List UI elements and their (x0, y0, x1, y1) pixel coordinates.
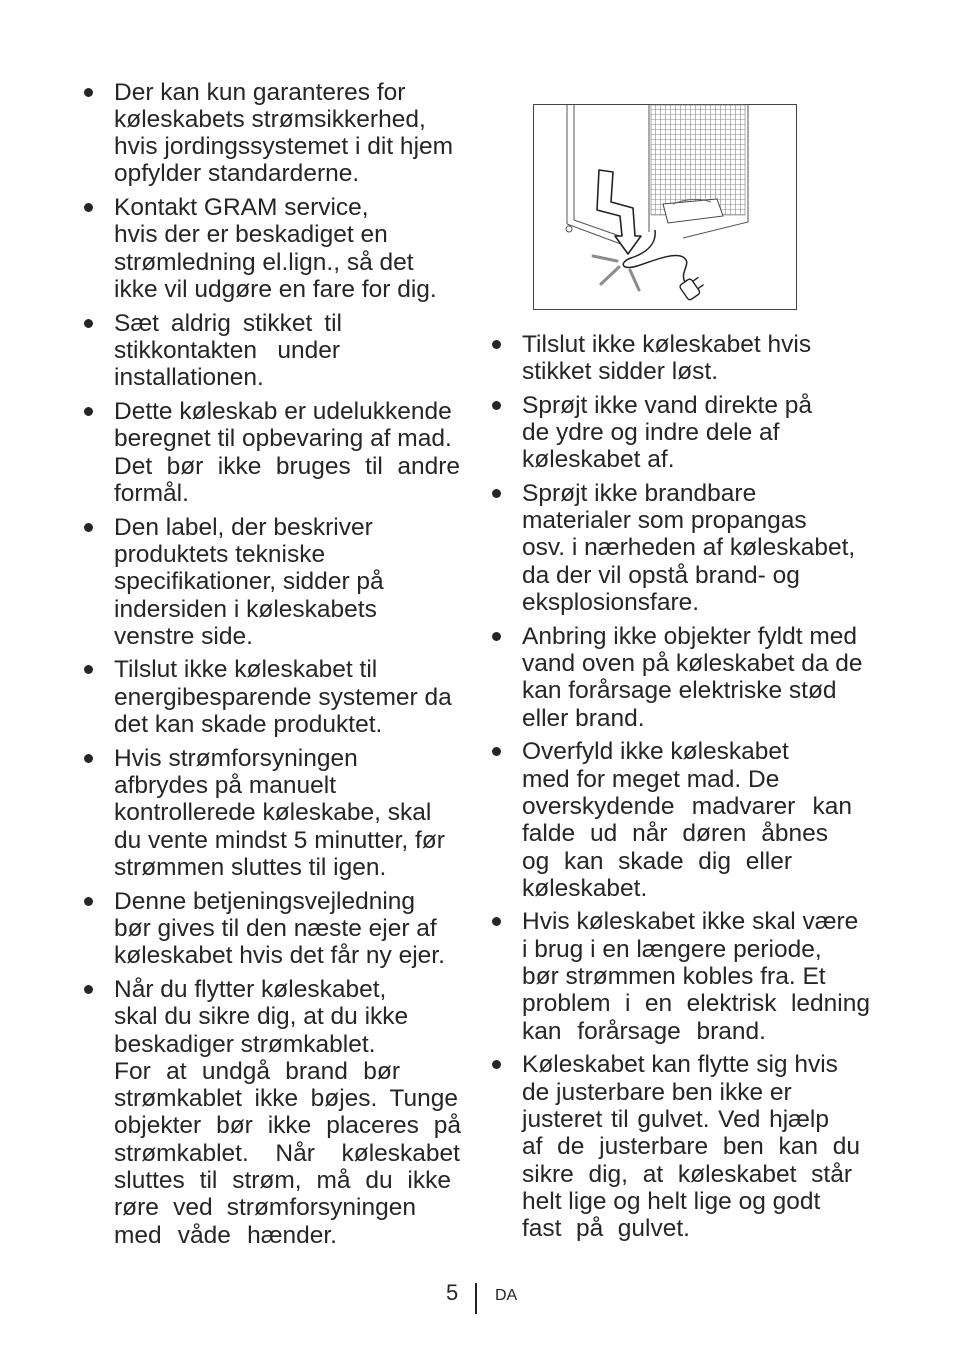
bullet-text-line: Sprøjt ikke brandbare (522, 479, 757, 507)
bullet-text-line: Hvis strømforsyningen (114, 744, 358, 772)
condenser-coil (651, 105, 745, 215)
bullet-text-line: objekter bør ikke placeres på (114, 1112, 461, 1140)
bullet-text-line: Sæt aldrig stikket til (114, 309, 342, 337)
bullet-text-line: indersiden i køleskabets (114, 595, 377, 623)
bullet-icon (492, 489, 501, 498)
bullet-text-line: installationen. (114, 364, 264, 392)
bullet-text-line: hvis jordingssystemet i dit hjem (114, 133, 454, 161)
bullet-icon (84, 523, 93, 532)
bullet-text-line: køleskabet hvis det får ny ejer. (114, 942, 445, 970)
bullet-item (114, 398, 461, 507)
bullet-icon (492, 1060, 501, 1069)
bullet-text-line: i brug i en længere periode, (522, 935, 822, 963)
bullet-text-line: af de justerbare ben kan du (522, 1133, 860, 1161)
bullet-item (522, 1051, 870, 1242)
bullet-icon (84, 203, 93, 212)
bullet-text-line: strømkablet ikke bøjes. Tunge (114, 1085, 458, 1113)
bullet-icon (84, 897, 93, 906)
bullet-text-line: køleskabets strømsikkerhed, (114, 105, 426, 133)
bullet-text-line: Overfyld ikke køleskabet (522, 738, 789, 766)
language-code: DA (495, 1287, 518, 1304)
bullet-text-line: køleskabet af. (522, 446, 675, 474)
bullet-item (522, 908, 870, 1044)
bullet-item (114, 194, 461, 303)
right-bullet-list (522, 331, 870, 1249)
bullet-text-line: hvis der er beskadiget en (114, 221, 388, 249)
bullet-text-line: de justerbare ben ikke er (522, 1078, 792, 1106)
bullet-text-line: Dette køleskab er udelukkende (114, 398, 452, 426)
bullet-item (114, 79, 461, 188)
bullet-icon (492, 340, 501, 349)
bullet-text-line: overskydende madvarer kan (522, 792, 852, 820)
bullet-text-line: falde ud når døren åbnes (522, 820, 828, 848)
bullet-text-line: eller brand. (522, 704, 645, 732)
bullet-item (114, 514, 461, 650)
bullet-text-line: osv. i nærheden af køleskabet, (522, 534, 856, 562)
bullet-text-line: venstre side. (114, 622, 253, 650)
bullet-text-line: strømledning el.lign., så det (114, 248, 414, 276)
bullet-text-line: Hvis køleskabet ikke skal være (522, 908, 859, 936)
bullet-item (114, 745, 461, 881)
bullet-text-line: Når du flytter køleskabet, (114, 975, 387, 1003)
bullet-item (114, 976, 461, 1249)
bullet-item (522, 623, 870, 732)
bullet-text-line: Køleskabet kan flytte sig hvis (522, 1051, 838, 1079)
bullet-text-line: da der vil opstå brand- og (522, 561, 800, 589)
bullet-text-line: køleskabet. (522, 874, 648, 902)
bullet-text-line: ikke vil udgøre en fare for dig. (114, 276, 437, 304)
bullet-text-line: Der kan kun garanteres for (114, 78, 406, 106)
bullet-text-line: sluttes til strøm, må du ikke (114, 1167, 451, 1194)
bullet-text-line: kan forårsage brand. (522, 1017, 766, 1045)
bullet-text-line: specifikationer, sidder på (114, 568, 384, 596)
bullet-text-line: med for meget mad. De (522, 765, 780, 793)
bullet-text-line: røre ved strømforsyningen (114, 1194, 416, 1222)
bullet-item (522, 738, 870, 902)
bullet-icon (492, 401, 501, 410)
bullet-text-line: kontrollerede køleskabe, skal (114, 799, 432, 827)
bullet-text-line: problem i en elektrisk ledning (522, 990, 870, 1018)
bullet-text-line: Tilslut ikke køleskabet hvis (522, 330, 812, 358)
bullet-text-line: du vente mindst 5 minutter, før (114, 826, 445, 854)
bullet-text-line: sikre dig, at køleskabet står (522, 1160, 852, 1188)
bullet-text-line: formål. (114, 479, 189, 507)
bullet-item (522, 480, 870, 616)
bullet-item (114, 656, 461, 738)
page-number: 5 (446, 1280, 459, 1305)
footer-divider (475, 1283, 477, 1314)
bullet-text-line: bør strømmen kobles fra. Et (522, 963, 826, 991)
bullet-text-line: helt lige og helt lige og godt (522, 1187, 821, 1215)
bullet-text-line: beskadiger strømkablet. (114, 1030, 376, 1058)
bullet-text-line: skal du sikre dig, at du ikke (114, 1003, 409, 1031)
bullet-icon (84, 665, 93, 674)
bullet-text-line: og kan skade dig eller (522, 847, 792, 875)
bullet-icon (84, 319, 93, 328)
bullet-icon (84, 407, 93, 416)
bullet-text-line: med våde hænder. (114, 1221, 337, 1249)
bullet-text-line: beregnet til opbevaring af mad. (114, 425, 452, 453)
bullet-text-line: stikkontakten under (114, 337, 340, 365)
bullet-text-line: vand oven på køleskabet da de (522, 650, 863, 678)
bullet-text-line: fast på gulvet. (522, 1215, 690, 1243)
power-cord-illustration (533, 104, 798, 311)
bullet-text-line: Den label, der beskriver (114, 513, 373, 541)
bullet-text-line: justeret til gulvet. Ved hjælp (522, 1105, 829, 1133)
bullet-text-line: det kan skade produktet. (114, 711, 383, 739)
bullet-item (522, 392, 870, 474)
bullet-text-line: eksplosionsfare. (522, 589, 700, 617)
bullet-icon (492, 917, 501, 926)
bullet-text-line: Tilslut ikke køleskabet til (114, 656, 378, 684)
bullet-text-line: For at undgå brand bør (114, 1057, 400, 1085)
bullet-icon (492, 747, 501, 756)
bullet-text-line: Sprøjt ikke vand direkte på (522, 391, 813, 419)
bullet-icon (84, 88, 93, 97)
bullet-icon (84, 754, 93, 763)
bullet-icon (84, 985, 93, 994)
bullet-text-line: Anbring ikke objekter fyldt med (522, 622, 857, 650)
bullet-text-line: strømmen sluttes til igen. (114, 853, 387, 881)
bullet-text-line: strømkablet. Når køleskabet (114, 1139, 460, 1167)
bullet-icon (492, 632, 501, 641)
bullet-text-line: afbrydes på manuelt (114, 772, 336, 800)
bullet-text-line: energibesparende systemer da (114, 683, 452, 711)
bullet-text-line: kan forårsage elektriske stød (522, 677, 837, 705)
bullet-item (522, 331, 870, 386)
left-bullet-list (114, 79, 461, 1256)
bullet-text-line: Det bør ikke bruges til andre (114, 452, 460, 480)
bullet-text-line: produktets tekniske (114, 540, 326, 568)
bullet-text-line: de ydre og indre dele af (522, 418, 780, 446)
bullet-text-line: stikket sidder løst. (522, 357, 719, 385)
bullet-text-line: bør gives til den næste ejer af (114, 914, 437, 942)
bullet-text-line: opfylder standarderne. (114, 160, 360, 188)
bullet-text-line: Denne betjeningsvejledning (114, 887, 416, 915)
bullet-item (114, 888, 461, 970)
bullet-item (114, 310, 461, 392)
bullet-text-line: Kontakt GRAM service, (114, 194, 369, 222)
bullet-text-line: materialer som propangas (522, 507, 807, 535)
